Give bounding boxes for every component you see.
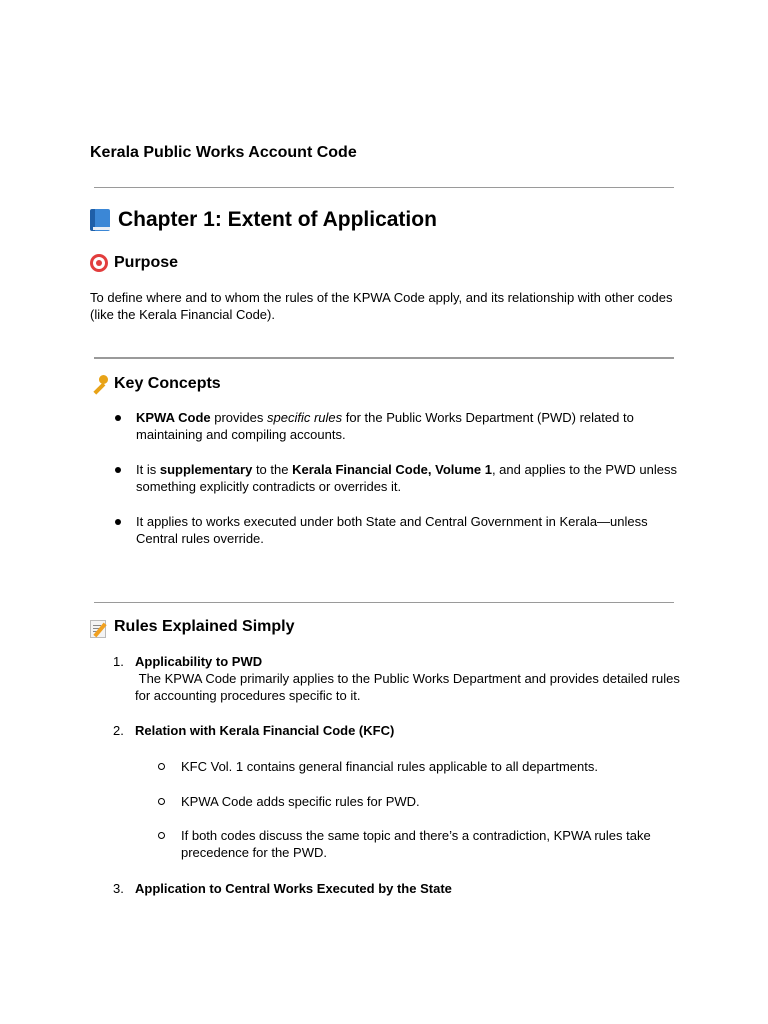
purpose-heading-label: Purpose	[114, 254, 179, 271]
bold-text: supplementary	[159, 462, 253, 477]
list-item	[90, 461, 680, 495]
target-icon	[90, 254, 108, 272]
circle-bullet	[158, 832, 165, 839]
list-item	[90, 409, 680, 443]
bold-text: KPWA Code	[136, 410, 211, 425]
item-text: The KPWA Code primarily applies to the Public Works Department and provides detailed rules for accounting procedures specific to it.	[135, 671, 684, 703]
chapter-title: Chapter 1: Extent of Application	[118, 208, 437, 231]
sub-list-item	[135, 793, 675, 810]
rules-heading	[90, 618, 295, 636]
text: to the	[252, 462, 293, 477]
sub-list-item	[135, 758, 675, 775]
bold-text: Kerala Financial Code, Volume 1	[292, 462, 492, 477]
sub-item-text: KFC Vol. 1 contains general financial rules applicable to all departments.	[181, 759, 598, 774]
divider	[94, 357, 674, 359]
divider	[94, 187, 674, 188]
list-item	[90, 513, 680, 547]
text: provides	[210, 410, 268, 425]
purpose-heading	[90, 254, 178, 272]
numbered-item	[90, 880, 680, 897]
sub-list-item	[135, 827, 675, 861]
item-number: 3.	[113, 881, 124, 896]
text: It is	[136, 462, 160, 477]
document-title: Kerala Public Works Account Code	[90, 144, 357, 161]
key-concepts-heading	[90, 375, 221, 393]
sub-item-text: If both codes discuss the same topic and there’s a contradiction, KPWA rules take precedence for the PWD.	[181, 828, 651, 860]
text: for the Public Works Department (PWD) related to maintaining and compiling accounts.	[136, 410, 634, 442]
circle-bullet	[158, 798, 165, 805]
text: It applies to works executed under both State and Central Government in Kerala—unless Central rules override.	[136, 514, 648, 546]
memo-icon	[90, 618, 108, 636]
italic-text: specific rules	[267, 410, 343, 425]
key-concepts-list	[90, 409, 680, 565]
sub-item-text: KPWA Code adds specific rules for PWD.	[181, 794, 420, 809]
numbered-item	[90, 653, 684, 704]
purpose-text: To define where and to whom the rules of the KPWA Code apply, and its relationship with other codes (like the Kerala Financial Code).	[90, 290, 673, 322]
circle-bullet	[158, 763, 165, 770]
key-concepts-heading-label: Key Concepts	[114, 375, 221, 392]
blue-book-icon	[90, 209, 110, 231]
numbered-item	[90, 722, 680, 739]
divider	[94, 602, 674, 603]
text: , and applies to the PWD unless something explicitly contradicts or overrides it.	[136, 462, 677, 494]
item-title: Applicability to PWD	[135, 654, 263, 669]
chapter-heading	[90, 208, 437, 232]
item-number: 1.	[113, 654, 124, 669]
item-title: Application to Central Works Executed by the State	[135, 881, 452, 896]
item-title: Relation with Kerala Financial Code (KFC)	[135, 723, 395, 738]
key-icon	[90, 375, 108, 393]
item-number: 2.	[113, 723, 124, 738]
rules-heading-label: Rules Explained Simply	[114, 618, 295, 635]
